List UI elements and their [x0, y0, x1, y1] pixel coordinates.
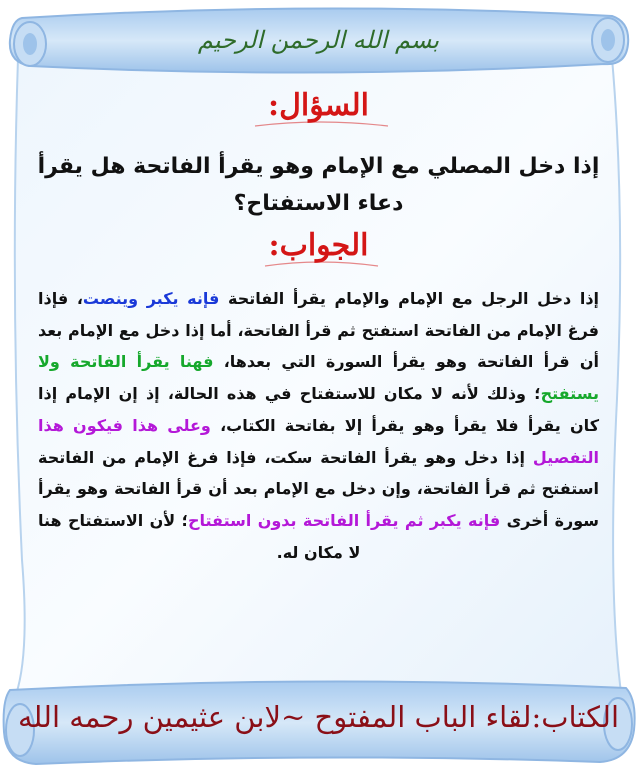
answer-part-5: ؛ لأن الاستفتاح هنا لا مكان له.: [38, 510, 361, 562]
answer-highlight-violet-2: فإنه يكبر ثم يقرأ الفاتحة بدون استفتاح: [187, 510, 501, 530]
answer-part-2: ، فإذا فرغ الإمام من الفاتحة استفتح ثم قرأ الفاتحة، أما إذا دخل مع الإمام بعد أن قرأ الفاتحة وهو يقرأ السورة التي بعدها،: [38, 289, 599, 372]
answer-part-1: إذا دخل الرجل مع الإمام والإمام يقرأ الفاتحة: [219, 289, 600, 308]
answer-part-4: إذا دخل وهو يقرأ الفاتحة سكت، فإذا فرغ الإمام من الفاتحة استفتح ثم قرأ الفاتحة، وإن دخل مع الإمام بعد أن قرأ الفاتحة وهو يقرأ سورة أخرى: [38, 447, 600, 530]
answer-part-3: ؛ وذلك لأنه لا مكان للاستفتاح في هذه الحالة، إذ إن الإمام إذا كان يقرأ فلا يقرأ وهو يقرأ إلا بفاتحة الكتاب،: [38, 384, 599, 435]
bismillah-calligraphy: بسم الله الرحمن الرحيم: [197, 26, 440, 54]
answer-highlight-green: فهنا يقرأ الفاتحة ولا يستفتح: [38, 352, 599, 404]
book-source-footer: الكتاب:لقاء الباب المفتوح ~لابن عثيمين رحمه الله: [17, 700, 620, 734]
question-heading: السؤال:: [268, 88, 369, 123]
question-text: إذا دخل المصلي مع الإمام وهو يقرأ الفاتحة هل يقرأ دعاء الاستفتاح؟: [37, 154, 600, 216]
answer-highlight-violet-1: وعلى هذا فيكون هذا التفصيل: [38, 415, 599, 467]
answer-text: [38, 283, 599, 568]
answer-heading: الجواب:: [268, 228, 369, 263]
answer-highlight-blue: فإنه يكبر وينصت: [82, 289, 220, 308]
